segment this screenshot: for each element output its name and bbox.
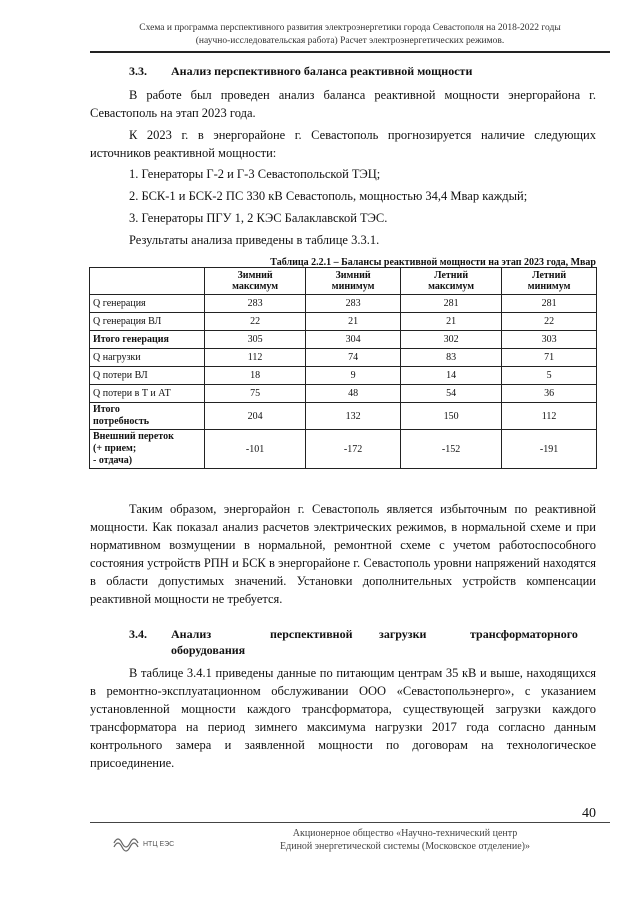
table-cell: 303 [502,331,597,349]
footer-line-1: Акционерное общество «Научно-технический центр [292,828,518,839]
table-cell: 112 [502,403,597,430]
paragraph-1: В работе был проведен анализ баланса реактивной мощности энергорайона г. Севастополь на этап 2023 года. [90,88,596,120]
table-cell: 54 [400,385,501,403]
table-row [90,349,597,367]
footer-rule [90,822,610,823]
table-cell: 283 [306,295,401,313]
header-line-2: (научно-исследовательская работа) Расчет электроэнергетических режимов. [195,36,505,46]
table-cell: 132 [306,403,401,430]
list-item-3: 3. Генераторы ПГУ 1, 2 КЭС Балаклавской ТЭС. [129,211,388,225]
table-cell: 36 [502,385,597,403]
row-label: Q генерация [90,295,205,313]
section-title-word-3: загрузки [379,627,427,641]
paragraph-4: Таким образом, энергорайон г. Севастополь является избыточным по реактивной мощности. Как показал анализ расчетов электрических режимов, в нормальной схеме и при нормативном возмущении в нормальной, ремонтной схеме с учетом работоспособного состояния устройств РПН и БСК в энергорайоне г. Севастополь уровни напряжений находятся в области допустимых значений. Установки дополнительных устройств компенсации реактивной мощности не требуется. [90,502,596,606]
row-label: Q потери ВЛ [90,367,205,385]
table-cell: 21 [306,313,401,331]
row-label: Q потери в Т и АТ [90,385,205,403]
table-cell: 9 [306,367,401,385]
paragraph-3: Результаты анализа приведены в таблице 3.3.1. [129,233,380,247]
table-header-empty [90,268,205,295]
page-header [90,22,610,48]
table-cell: 204 [205,403,306,430]
table-cell: -101 [205,430,306,469]
table-cell: 5 [502,367,597,385]
table-cell: 112 [205,349,306,367]
table-cell: -172 [306,430,401,469]
table-row [90,385,597,403]
table-cell: 305 [205,331,306,349]
section-title-word-2: перспективной [270,627,353,641]
table-row [90,313,597,331]
table-cell: 18 [205,367,306,385]
table-cell: 302 [400,331,501,349]
table-cell: 304 [306,331,401,349]
column-header-summer-min: Летний минимум [502,268,597,295]
paragraph-2: К 2023 г. в энергорайоне г. Севастополь прогнозируется наличие следующих источников реактивной мощности: [90,128,596,160]
table-cell: 22 [502,313,597,331]
row-label: Итого потребность [90,403,205,430]
row-label: Q генерация ВЛ [90,313,205,331]
section-number: 3.3. [129,64,147,78]
table-cell: 14 [400,367,501,385]
table-cell: 22 [205,313,306,331]
page-number: 40 [582,806,596,821]
footer-line-2: Единой энергетической системы (Московское отделение)» [280,841,530,852]
page-footer [200,827,610,853]
row-label: Внешний переток (+ прием; - отдача) [90,430,205,469]
table-cell: -152 [400,430,501,469]
table-row [90,430,597,469]
table-row [90,403,597,430]
table-cell: -191 [502,430,597,469]
column-header-summer-max: Летний максимум [400,268,501,295]
table-header-row [90,268,597,295]
row-label: Итого генерация [90,331,205,349]
header-rule [90,51,610,53]
list-item-1: 1. Генераторы Г-2 и Г-3 Севастопольской ТЭЦ; [129,167,381,181]
table-row [90,331,597,349]
reactive-power-balance-table [89,267,597,469]
table-cell: 48 [306,385,401,403]
table-cell: 281 [400,295,501,313]
section-number: 3.4. [129,627,147,641]
table-cell: 281 [502,295,597,313]
row-label: Q нагрузки [90,349,205,367]
section-title-line-2: оборудования [171,643,246,657]
section-title: Анализ перспективного баланса реактивной мощности [171,64,473,78]
table-row [90,295,597,313]
table-cell: 283 [205,295,306,313]
table-cell: 83 [400,349,501,367]
list-item-2: 2. БСК-1 и БСК-2 ПС 330 кВ Севастополь, мощностью 34,4 Мвар каждый; [129,189,528,203]
section-title-word-1: Анализ [171,627,212,641]
table-caption: Таблица 2.2.1 – Балансы реактивной мощности на этап 2023 года, Мвар [270,257,596,268]
table-cell: 150 [400,403,501,430]
table-cell: 74 [306,349,401,367]
table-cell: 75 [205,385,306,403]
column-header-winter-max: Зимний максимум [205,268,306,295]
table-cell: 71 [502,349,597,367]
section-title-word-4: трансформаторного [470,627,578,641]
logo-text: НТЦ ЕЭС [143,841,175,848]
paragraph-5: В таблице 3.4.1 приведены данные по питающим центрам 35 кВ и выше, находящихся в ремонтно-эксплуатационном обслуживании ООО «Севастопольэнерго», с указанием установленной мощности каждого трансформатора, существующей загрузки каждого трансформатора на период зимнего максимума нагрузки 2017 года согласно данным контрольного замера и заявленной мощности по договорам на технологическое присоединение. [90,666,596,770]
column-header-winter-min: Зимний минимум [306,268,401,295]
table-row [90,367,597,385]
table-cell: 21 [400,313,501,331]
header-line-1: Схема и программа перспективного развития электроэнергетики города Севастополя на 2018-2022 годы [139,23,561,33]
company-logo [110,830,175,856]
